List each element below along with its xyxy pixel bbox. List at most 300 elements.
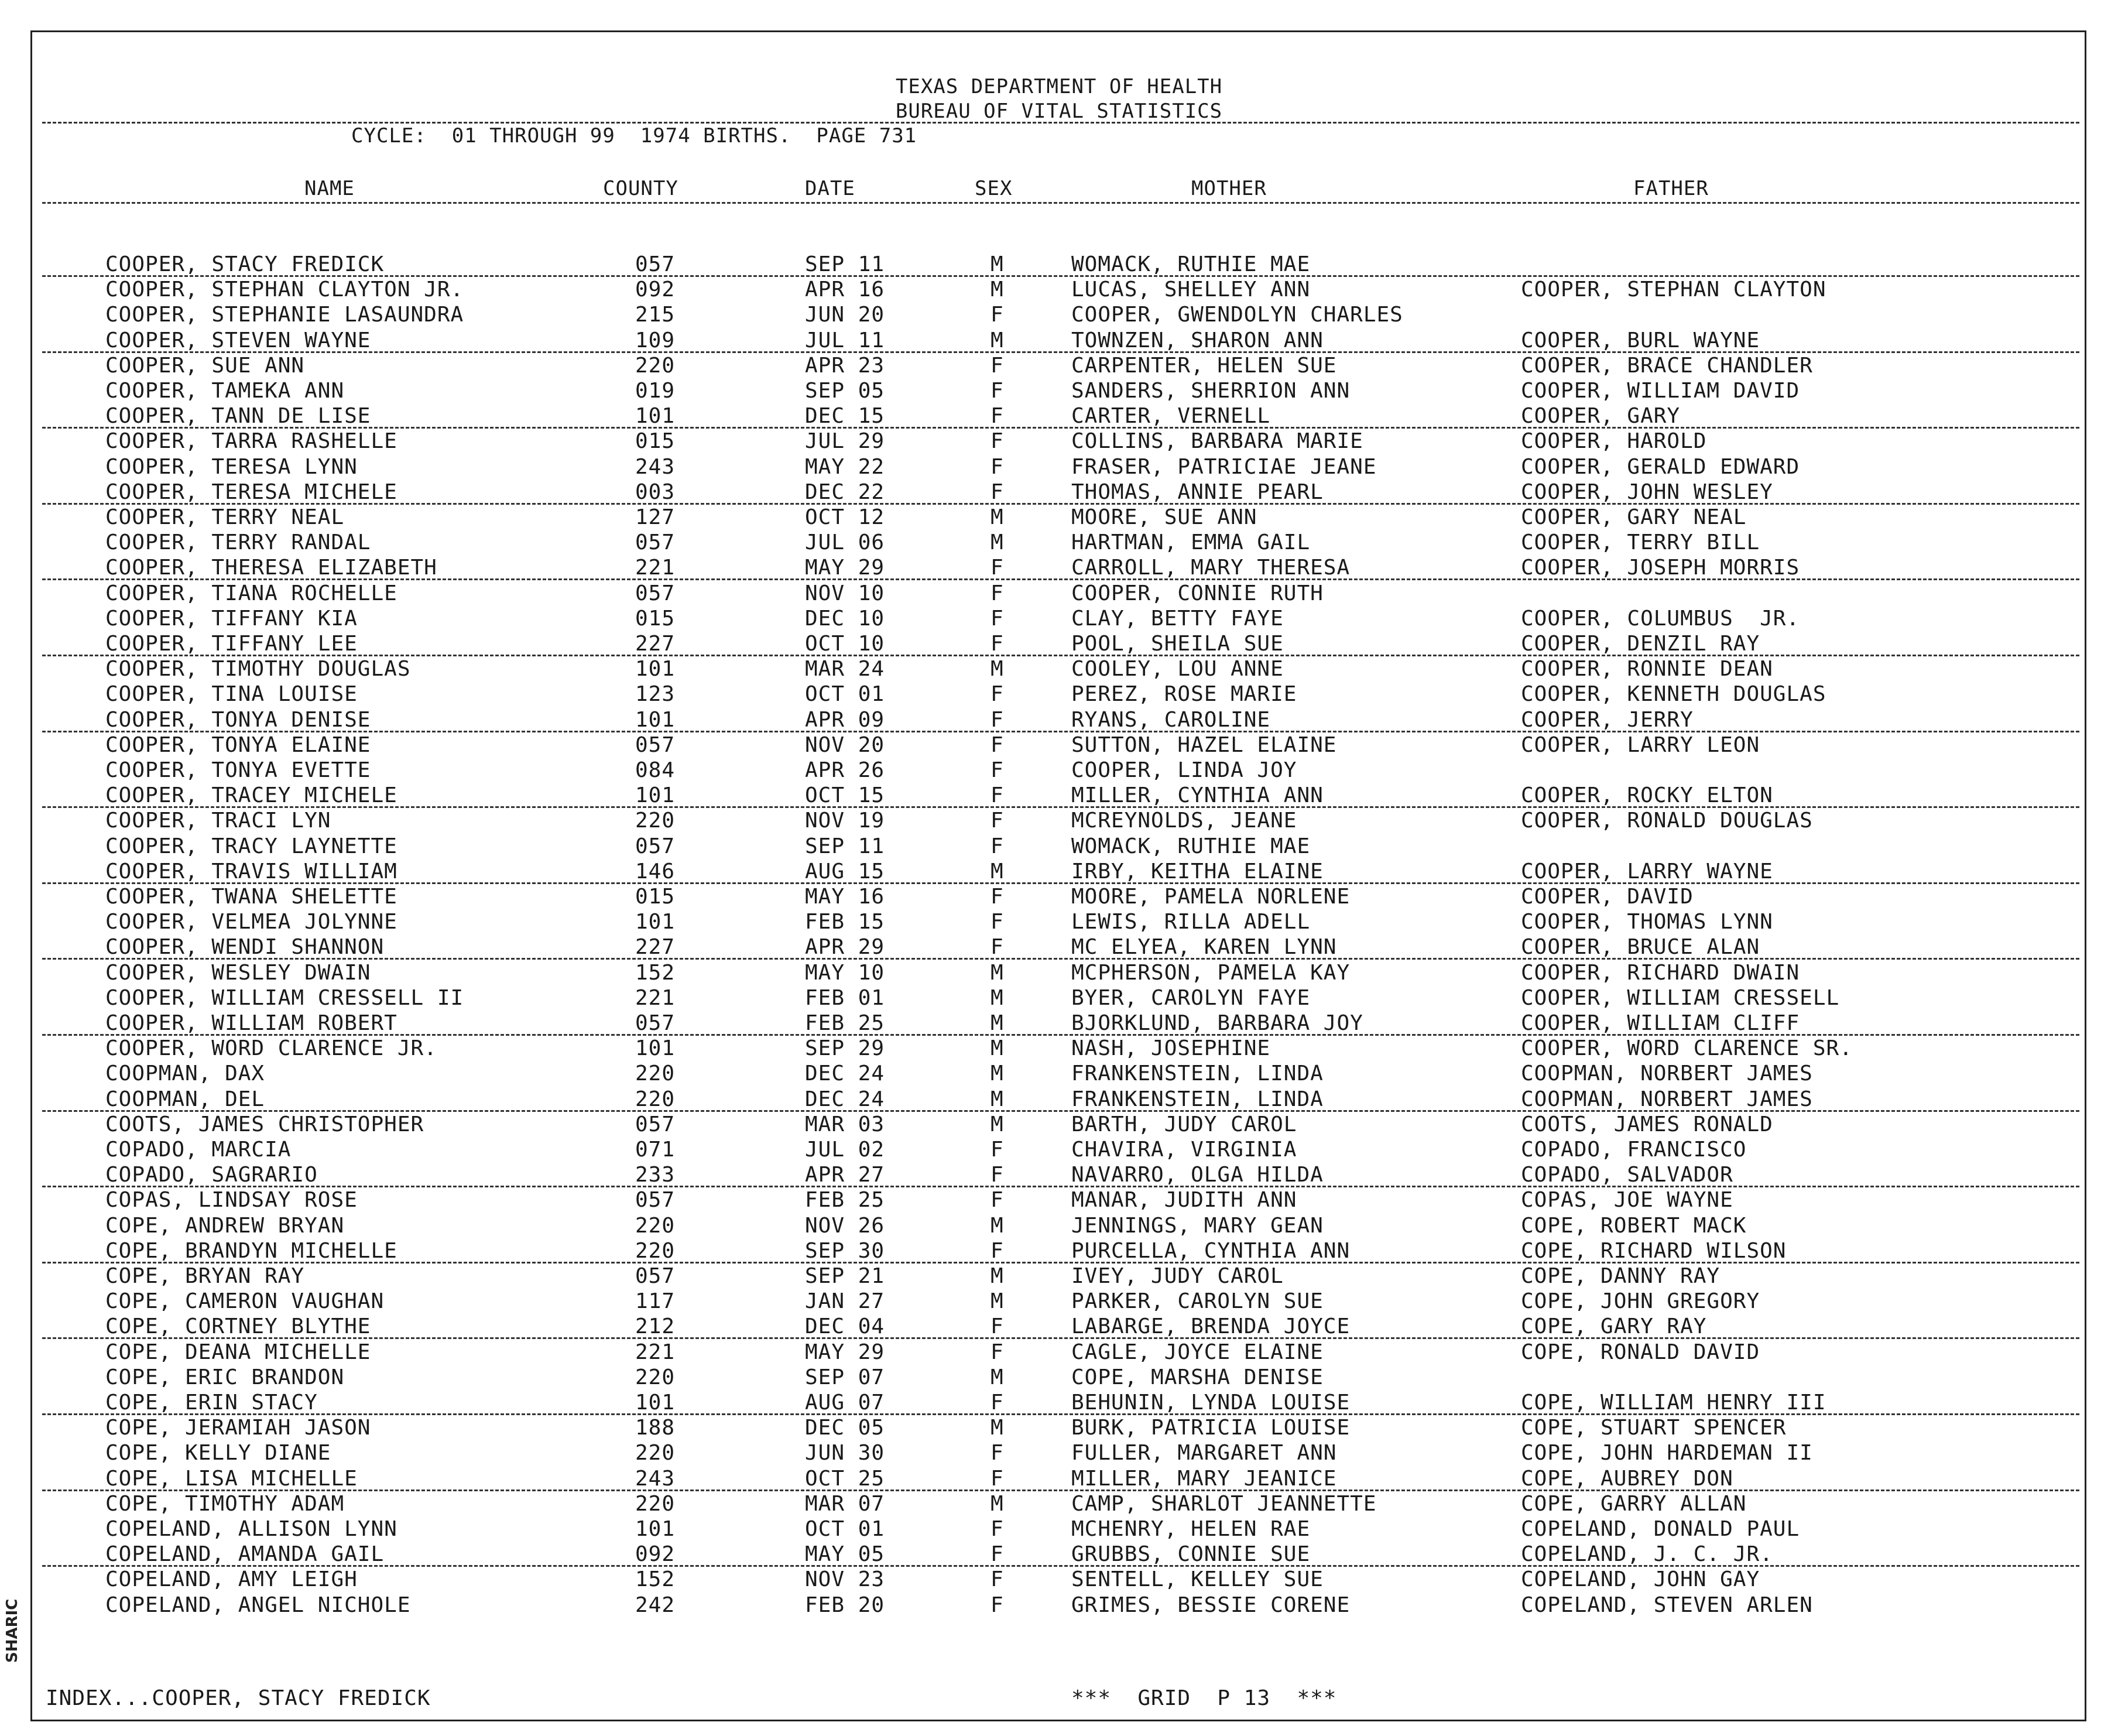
table-row [0, 252, 2118, 277]
cell-name: COOPER, TAMEKA ANN [105, 379, 345, 403]
row-group-rule [42, 1337, 2079, 1339]
cell-date: OCT 01 [805, 1517, 885, 1541]
cell-date: DEC 24 [805, 1062, 885, 1086]
table-row [0, 378, 2118, 403]
table-row [0, 859, 2118, 884]
cell-county: 057 [635, 733, 676, 757]
cell-father: COOPMAN, NORBERT JAMES [1521, 1062, 1813, 1086]
table-row [0, 1112, 2118, 1137]
cell-date: FEB 01 [805, 986, 885, 1010]
column-header-sex: SEX [975, 177, 1013, 200]
cell-date: OCT 10 [805, 632, 885, 656]
cell-sex: F [991, 1163, 1004, 1187]
table-row [0, 1036, 2118, 1061]
table-row [0, 454, 2118, 480]
cell-date: FEB 20 [805, 1593, 885, 1617]
table-row [0, 1314, 2118, 1339]
cell-name: COOPER, TERESA LYNN [105, 455, 358, 479]
cell-county: 015 [635, 429, 676, 453]
cell-name: COPE, ERIC BRANDON [105, 1365, 345, 1389]
cell-mother: FRANKENSTEIN, LINDA [1071, 1087, 1324, 1111]
table-row [0, 1087, 2118, 1112]
cell-county: 242 [635, 1593, 676, 1617]
cell-mother: PEREZ, ROSE MARIE [1071, 682, 1297, 706]
cell-date: MAY 16 [805, 885, 885, 909]
cell-name: COOPER, TERESA MICHELE [105, 480, 397, 504]
cell-name: COOPER, TIANA ROCHELLE [105, 581, 397, 605]
cell-date: APR 09 [805, 708, 885, 732]
cell-date: SEP 07 [805, 1365, 885, 1389]
cycle-line: CYCLE: 01 THROUGH 99 1974 BIRTHS. PAGE 731 [351, 124, 917, 148]
cell-date: FEB 15 [805, 910, 885, 934]
cell-father: COOPER, JOHN WESLEY [1521, 480, 1773, 504]
cell-mother: CARROLL, MARY THERESA [1071, 556, 1351, 580]
cell-father: COPE, GARY RAY [1521, 1314, 1707, 1338]
cell-date: APR 29 [805, 935, 885, 959]
cell-sex: F [991, 834, 1004, 858]
cell-mother: MANAR, JUDITH ANN [1071, 1188, 1297, 1212]
cell-mother: FULLER, MARGARET ANN [1071, 1441, 1337, 1465]
cell-date: AUG 15 [805, 860, 885, 884]
table-row [0, 909, 2118, 934]
cell-father: COOPER, WILLIAM CRESSELL [1521, 986, 1840, 1010]
cell-mother: MOORE, SUE ANN [1071, 505, 1257, 529]
cell-county: 146 [635, 860, 676, 884]
table-row [0, 834, 2118, 859]
cell-date: NOV 20 [805, 733, 885, 757]
cell-county: 057 [635, 1011, 676, 1035]
cell-date: DEC 24 [805, 1087, 885, 1111]
cell-name: COOPER, TONYA DENISE [105, 708, 371, 732]
cell-sex: F [991, 1542, 1004, 1566]
cell-sex: F [991, 1188, 1004, 1212]
cell-county: 220 [635, 1214, 676, 1238]
cell-sex: F [991, 379, 1004, 403]
cell-sex: M [991, 1087, 1004, 1111]
column-header-date: DATE [805, 177, 855, 200]
cell-county: 243 [635, 1467, 676, 1491]
cell-name: COOPER, VELMEA JOLYNNE [105, 910, 397, 934]
cell-sex: M [991, 530, 1004, 554]
cell-county: 212 [635, 1314, 676, 1338]
cell-county: 221 [635, 1340, 676, 1364]
cell-name: COOTS, JAMES CHRISTOPHER [105, 1112, 424, 1136]
cell-county: 092 [635, 278, 676, 302]
cell-date: SEP 11 [805, 834, 885, 858]
cell-name: COPE, ERIN STACY [105, 1391, 318, 1415]
cell-county: 101 [635, 910, 676, 934]
cell-mother: COOPER, GWENDOLYN CHARLES [1071, 303, 1403, 327]
header-rule [42, 122, 2079, 124]
cell-mother: COOPER, CONNIE RUTH [1071, 581, 1324, 605]
cell-sex: M [991, 1214, 1004, 1238]
cell-date: JAN 27 [805, 1289, 885, 1313]
cell-date: JUN 30 [805, 1441, 885, 1465]
cell-name: COPELAND, AMY LEIGH [105, 1567, 358, 1591]
cell-date: NOV 23 [805, 1567, 885, 1591]
cell-mother: BYER, CAROLYN FAYE [1071, 986, 1311, 1010]
cell-date: APR 26 [805, 758, 885, 782]
cell-county: 101 [635, 1391, 676, 1415]
cell-date: MAR 24 [805, 657, 885, 681]
cell-date: JUL 29 [805, 429, 885, 453]
cell-father: COOPER, GARY [1521, 404, 1681, 428]
table-row [0, 884, 2118, 909]
cell-name: COPE, JERAMIAH JASON [105, 1416, 371, 1440]
cell-father: COOPER, RICHARD DWAIN [1521, 961, 1800, 985]
cell-name: COPELAND, AMANDA GAIL [105, 1542, 385, 1566]
cell-date: JUL 02 [805, 1138, 885, 1162]
cell-sex: F [991, 632, 1004, 656]
cell-name: COOPER, TWANA SHELETTE [105, 885, 397, 909]
cell-name: COOPER, THERESA ELIZABETH [105, 556, 437, 580]
table-row [0, 1390, 2118, 1415]
cell-name: COOPER, TONYA EVETTE [105, 758, 371, 782]
cell-sex: M [991, 986, 1004, 1010]
cell-father: COPADO, SALVADOR [1521, 1163, 1733, 1187]
cell-sex: F [991, 1567, 1004, 1591]
table-row [0, 1567, 2118, 1592]
cell-sex: M [991, 1492, 1004, 1516]
cell-mother: GRIMES, BESSIE CORENE [1071, 1593, 1351, 1617]
cell-county: 188 [635, 1416, 676, 1440]
cell-father: COPE, RICHARD WILSON [1521, 1239, 1787, 1263]
cell-name: COPE, BRYAN RAY [105, 1264, 305, 1288]
cell-county: 220 [635, 1239, 676, 1263]
cell-mother: CARTER, VERNELL [1071, 404, 1271, 428]
cell-mother: SENTELL, KELLEY SUE [1071, 1567, 1324, 1591]
cell-mother: LEWIS, RILLA ADELL [1071, 910, 1311, 934]
cell-county: 057 [635, 1188, 676, 1212]
cell-date: MAR 07 [805, 1492, 885, 1516]
cell-county: 215 [635, 303, 676, 327]
cell-mother: COPE, MARSHA DENISE [1071, 1365, 1324, 1389]
table-row [0, 1289, 2118, 1314]
cell-father: COOPER, DENZIL RAY [1521, 632, 1760, 656]
cell-name: COOPER, WILLIAM ROBERT [105, 1011, 397, 1035]
cell-name: COOPER, STEPHANIE LASAUNDRA [105, 303, 464, 327]
table-row [0, 1365, 2118, 1390]
cell-sex: F [991, 455, 1004, 479]
cell-name: COOPER, TRACY LAYNETTE [105, 834, 397, 858]
cell-mother: SUTTON, HAZEL ELAINE [1071, 733, 1337, 757]
cell-mother: TOWNZEN, SHARON ANN [1071, 328, 1324, 352]
cell-date: JUL 06 [805, 530, 885, 554]
cell-sex: F [991, 1517, 1004, 1541]
cell-name: COOPER, TRACI LYN [105, 809, 331, 833]
table-row [0, 682, 2118, 707]
cell-date: NOV 19 [805, 809, 885, 833]
cell-name: COOPER, TARRA RASHELLE [105, 429, 397, 453]
cell-mother: BEHUNIN, LYNDA LOUISE [1071, 1391, 1351, 1415]
cell-sex: F [991, 733, 1004, 757]
cell-date: JUL 11 [805, 328, 885, 352]
cell-father: COPE, GARRY ALLAN [1521, 1492, 1747, 1516]
cell-mother: BURK, PATRICIA LOUISE [1071, 1416, 1351, 1440]
cell-father: COPE, ROBERT MACK [1521, 1214, 1747, 1238]
cell-name: COOPER, TINA LOUISE [105, 682, 358, 706]
cell-father: COPE, DANNY RAY [1521, 1264, 1721, 1288]
table-row [0, 1162, 2118, 1187]
cell-father: COPE, RONALD DAVID [1521, 1340, 1760, 1364]
cell-father: COPE, JOHN HARDEMAN II [1521, 1441, 1813, 1465]
cell-sex: F [991, 1239, 1004, 1263]
cell-mother: HARTMAN, EMMA GAIL [1071, 530, 1311, 554]
cell-sex: F [991, 354, 1004, 378]
table-row [0, 353, 2118, 378]
cell-sex: F [991, 783, 1004, 807]
cell-sex: M [991, 278, 1004, 302]
cell-father: COOPER, LARRY WAYNE [1521, 860, 1773, 884]
cell-date: MAY 22 [805, 455, 885, 479]
cell-county: 109 [635, 328, 676, 352]
cell-sex: F [991, 1314, 1004, 1338]
cell-county: 220 [635, 1492, 676, 1516]
cell-father: COOPER, LARRY LEON [1521, 733, 1760, 757]
cell-mother: CARPENTER, HELEN SUE [1071, 354, 1337, 378]
cell-mother: CLAY, BETTY FAYE [1071, 607, 1284, 631]
cell-county: 220 [635, 1441, 676, 1465]
cell-county: 003 [635, 480, 676, 504]
cell-name: COOPER, WESLEY DWAIN [105, 961, 371, 985]
cell-father: COPELAND, STEVEN ARLEN [1521, 1593, 1813, 1617]
cell-father: COOPER, RONNIE DEAN [1521, 657, 1773, 681]
cell-county: 221 [635, 986, 676, 1010]
cell-mother: MILLER, MARY JEANICE [1071, 1467, 1337, 1491]
cell-mother: BARTH, JUDY CAROL [1071, 1112, 1297, 1136]
cell-father: COOTS, JAMES RONALD [1521, 1112, 1773, 1136]
cell-mother: BJORKLUND, BARBARA JOY [1071, 1011, 1363, 1035]
cell-sex: M [991, 860, 1004, 884]
column-header-rule [42, 202, 2079, 204]
cell-date: SEP 11 [805, 252, 885, 276]
cell-sex: F [991, 1391, 1004, 1415]
cell-father: COOPER, COLUMBUS JR. [1521, 607, 1800, 631]
cell-father: COPE, JOHN GREGORY [1521, 1289, 1760, 1313]
table-row [0, 783, 2118, 808]
cell-name: COOPER, SUE ANN [105, 354, 305, 378]
cell-sex: F [991, 1138, 1004, 1162]
cell-county: 227 [635, 632, 676, 656]
cell-father: COOPER, STEPHAN CLAYTON [1521, 278, 1826, 302]
cell-father: COOPER, DAVID [1521, 885, 1694, 909]
cell-mother: SANDERS, SHERRION ANN [1071, 379, 1351, 403]
table-row [0, 934, 2118, 960]
cell-date: NOV 26 [805, 1214, 885, 1238]
cell-father: COPELAND, J. C. JR. [1521, 1542, 1773, 1566]
cell-sex: F [991, 910, 1004, 934]
cell-date: SEP 05 [805, 379, 885, 403]
cell-county: 101 [635, 1036, 676, 1060]
cell-name: COOPER, TRACEY MICHELE [105, 783, 397, 807]
table-row [0, 1491, 2118, 1516]
cell-mother: PURCELLA, CYNTHIA ANN [1071, 1239, 1351, 1263]
table-row [0, 505, 2118, 530]
cell-date: NOV 10 [805, 581, 885, 605]
table-row [0, 302, 2118, 327]
cell-sex: F [991, 682, 1004, 706]
cell-date: MAR 03 [805, 1112, 885, 1136]
table-row [0, 1340, 2118, 1365]
cell-mother: MC ELYEA, KAREN LYNN [1071, 935, 1337, 959]
cell-sex: F [991, 607, 1004, 631]
cell-county: 101 [635, 708, 676, 732]
cell-mother: POOL, SHEILA SUE [1071, 632, 1284, 656]
cell-father: COOPER, HAROLD [1521, 429, 1707, 453]
cell-name: COPE, CAMERON VAUGHAN [105, 1289, 385, 1313]
table-row [0, 1466, 2118, 1491]
cell-father: COOPER, GARY NEAL [1521, 505, 1747, 529]
cell-mother: FRASER, PATRICIAE JEANE [1071, 455, 1377, 479]
table-row [0, 1264, 2118, 1289]
cell-county: 220 [635, 1365, 676, 1389]
cell-mother: LABARGE, BRENDA JOYCE [1071, 1314, 1351, 1338]
cell-name: COPADO, SAGRARIO [105, 1163, 318, 1187]
table-row [0, 631, 2118, 656]
cell-county: 127 [635, 505, 676, 529]
cell-mother: COOLEY, LOU ANNE [1071, 657, 1284, 681]
cell-sex: F [991, 1593, 1004, 1617]
cell-father: COOPMAN, NORBERT JAMES [1521, 1087, 1813, 1111]
cell-name: COOPER, STEVEN WAYNE [105, 328, 371, 352]
cell-date: APR 23 [805, 354, 885, 378]
cell-name: COOPER, TIFFANY KIA [105, 607, 358, 631]
cell-date: DEC 05 [805, 1416, 885, 1440]
cell-sex: M [991, 1416, 1004, 1440]
table-row [0, 480, 2118, 505]
cell-county: 220 [635, 809, 676, 833]
cell-name: COOPER, STACY FREDICK [105, 252, 385, 276]
cell-mother: GRUBBS, CONNIE SUE [1071, 1542, 1311, 1566]
cell-county: 101 [635, 404, 676, 428]
cell-county: 227 [635, 935, 676, 959]
cell-sex: F [991, 1467, 1004, 1491]
cell-mother: WOMACK, RUTHIE MAE [1071, 252, 1311, 276]
cell-county: 152 [635, 1567, 676, 1591]
cell-name: COPELAND, ANGEL NICHOLE [105, 1593, 411, 1617]
cell-sex: M [991, 1365, 1004, 1389]
cell-date: SEP 30 [805, 1239, 885, 1263]
cell-county: 243 [635, 455, 676, 479]
cell-sex: F [991, 935, 1004, 959]
cell-county: 220 [635, 1087, 676, 1111]
cell-county: 221 [635, 556, 676, 580]
cell-name: COPE, BRANDYN MICHELLE [105, 1239, 397, 1263]
cell-sex: M [991, 1264, 1004, 1288]
cell-sex: M [991, 1062, 1004, 1086]
cell-sex: F [991, 1441, 1004, 1465]
table-row [0, 1238, 2118, 1264]
cell-sex: F [991, 429, 1004, 453]
cell-date: APR 27 [805, 1163, 885, 1187]
table-row [0, 429, 2118, 454]
side-label: SHARIC [4, 1598, 21, 1663]
table-row [0, 606, 2118, 631]
cell-sex: M [991, 1112, 1004, 1136]
cell-mother: PARKER, CAROLYN SUE [1071, 1289, 1324, 1313]
cell-father: COOPER, GERALD EDWARD [1521, 455, 1800, 479]
table-row [0, 1516, 2118, 1542]
cell-name: COOPER, WILLIAM CRESSELL II [105, 986, 464, 1010]
table-row [0, 555, 2118, 580]
cell-sex: F [991, 556, 1004, 580]
cell-father: COPELAND, JOHN GAY [1521, 1567, 1760, 1591]
cell-name: COPAS, LINDSAY ROSE [105, 1188, 358, 1212]
table-row [0, 1213, 2118, 1238]
cell-mother: MCREYNOLDS, JEANE [1071, 809, 1297, 833]
cell-mother: COOPER, LINDA JOY [1071, 758, 1297, 782]
cell-name: COOPER, WENDI SHANNON [105, 935, 385, 959]
cell-county: 123 [635, 682, 676, 706]
cell-date: SEP 21 [805, 1264, 885, 1288]
cell-sex: M [991, 1289, 1004, 1313]
cell-county: 015 [635, 607, 676, 631]
cell-date: DEC 22 [805, 480, 885, 504]
row-group-rule [42, 958, 2079, 960]
cell-name: COOPER, TIMOTHY DOUGLAS [105, 657, 411, 681]
cell-county: 101 [635, 1517, 676, 1541]
column-header-name: NAME [304, 177, 355, 200]
cell-county: 071 [635, 1138, 676, 1162]
cell-sex: F [991, 708, 1004, 732]
cell-sex: F [991, 581, 1004, 605]
cell-father: COPE, AUBREY DON [1521, 1467, 1733, 1491]
cell-name: COOPER, TRAVIS WILLIAM [105, 860, 397, 884]
cell-name: COOPER, TIFFANY LEE [105, 632, 358, 656]
cell-mother: NASH, JOSEPHINE [1071, 1036, 1271, 1060]
cell-county: 057 [635, 530, 676, 554]
cell-father: COOPER, KENNETH DOUGLAS [1521, 682, 1826, 706]
table-row [0, 1011, 2118, 1036]
cell-father: COPELAND, DONALD PAUL [1521, 1517, 1800, 1541]
cell-sex: M [991, 252, 1004, 276]
cell-name: COOPER, TERRY NEAL [105, 505, 345, 529]
cell-name: COPE, ANDREW BRYAN [105, 1214, 345, 1238]
cell-sex: M [991, 657, 1004, 681]
cell-father: COOPER, RONALD DOUGLAS [1521, 809, 1813, 833]
cell-father: COPAS, JOE WAYNE [1521, 1188, 1733, 1212]
cell-name: COOPER, TONYA ELAINE [105, 733, 371, 757]
table-row [0, 1542, 2118, 1567]
cell-county: 101 [635, 657, 676, 681]
cell-mother: WOMACK, RUTHIE MAE [1071, 834, 1311, 858]
row-group-rule [42, 578, 2079, 580]
cell-father: COOPER, BURL WAYNE [1521, 328, 1760, 352]
table-row [0, 530, 2118, 555]
table-row [0, 960, 2118, 985]
table-row [0, 707, 2118, 732]
bureau-title: BUREAU OF VITAL STATISTICS [895, 100, 1223, 123]
cell-father: COPE, STUART SPENCER [1521, 1416, 1787, 1440]
cell-sex: F [991, 404, 1004, 428]
table-row [0, 1187, 2118, 1213]
cell-father: COOPER, BRACE CHANDLER [1521, 354, 1813, 378]
cell-sex: F [991, 303, 1004, 327]
cell-county: 092 [635, 1542, 676, 1566]
cell-date: FEB 25 [805, 1188, 885, 1212]
table-row [0, 985, 2118, 1011]
cell-county: 057 [635, 581, 676, 605]
cell-sex: F [991, 758, 1004, 782]
index-footer: INDEX...COOPER, STACY FREDICK [46, 1686, 431, 1710]
cell-mother: JENNINGS, MARY GEAN [1071, 1214, 1324, 1238]
cell-name: COPELAND, ALLISON LYNN [105, 1517, 397, 1541]
cell-sex: M [991, 1011, 1004, 1035]
cell-county: 152 [635, 961, 676, 985]
cell-name: COPE, DEANA MICHELLE [105, 1340, 371, 1364]
cell-father: COOPER, WILLIAM DAVID [1521, 379, 1800, 403]
table-row [0, 277, 2118, 302]
